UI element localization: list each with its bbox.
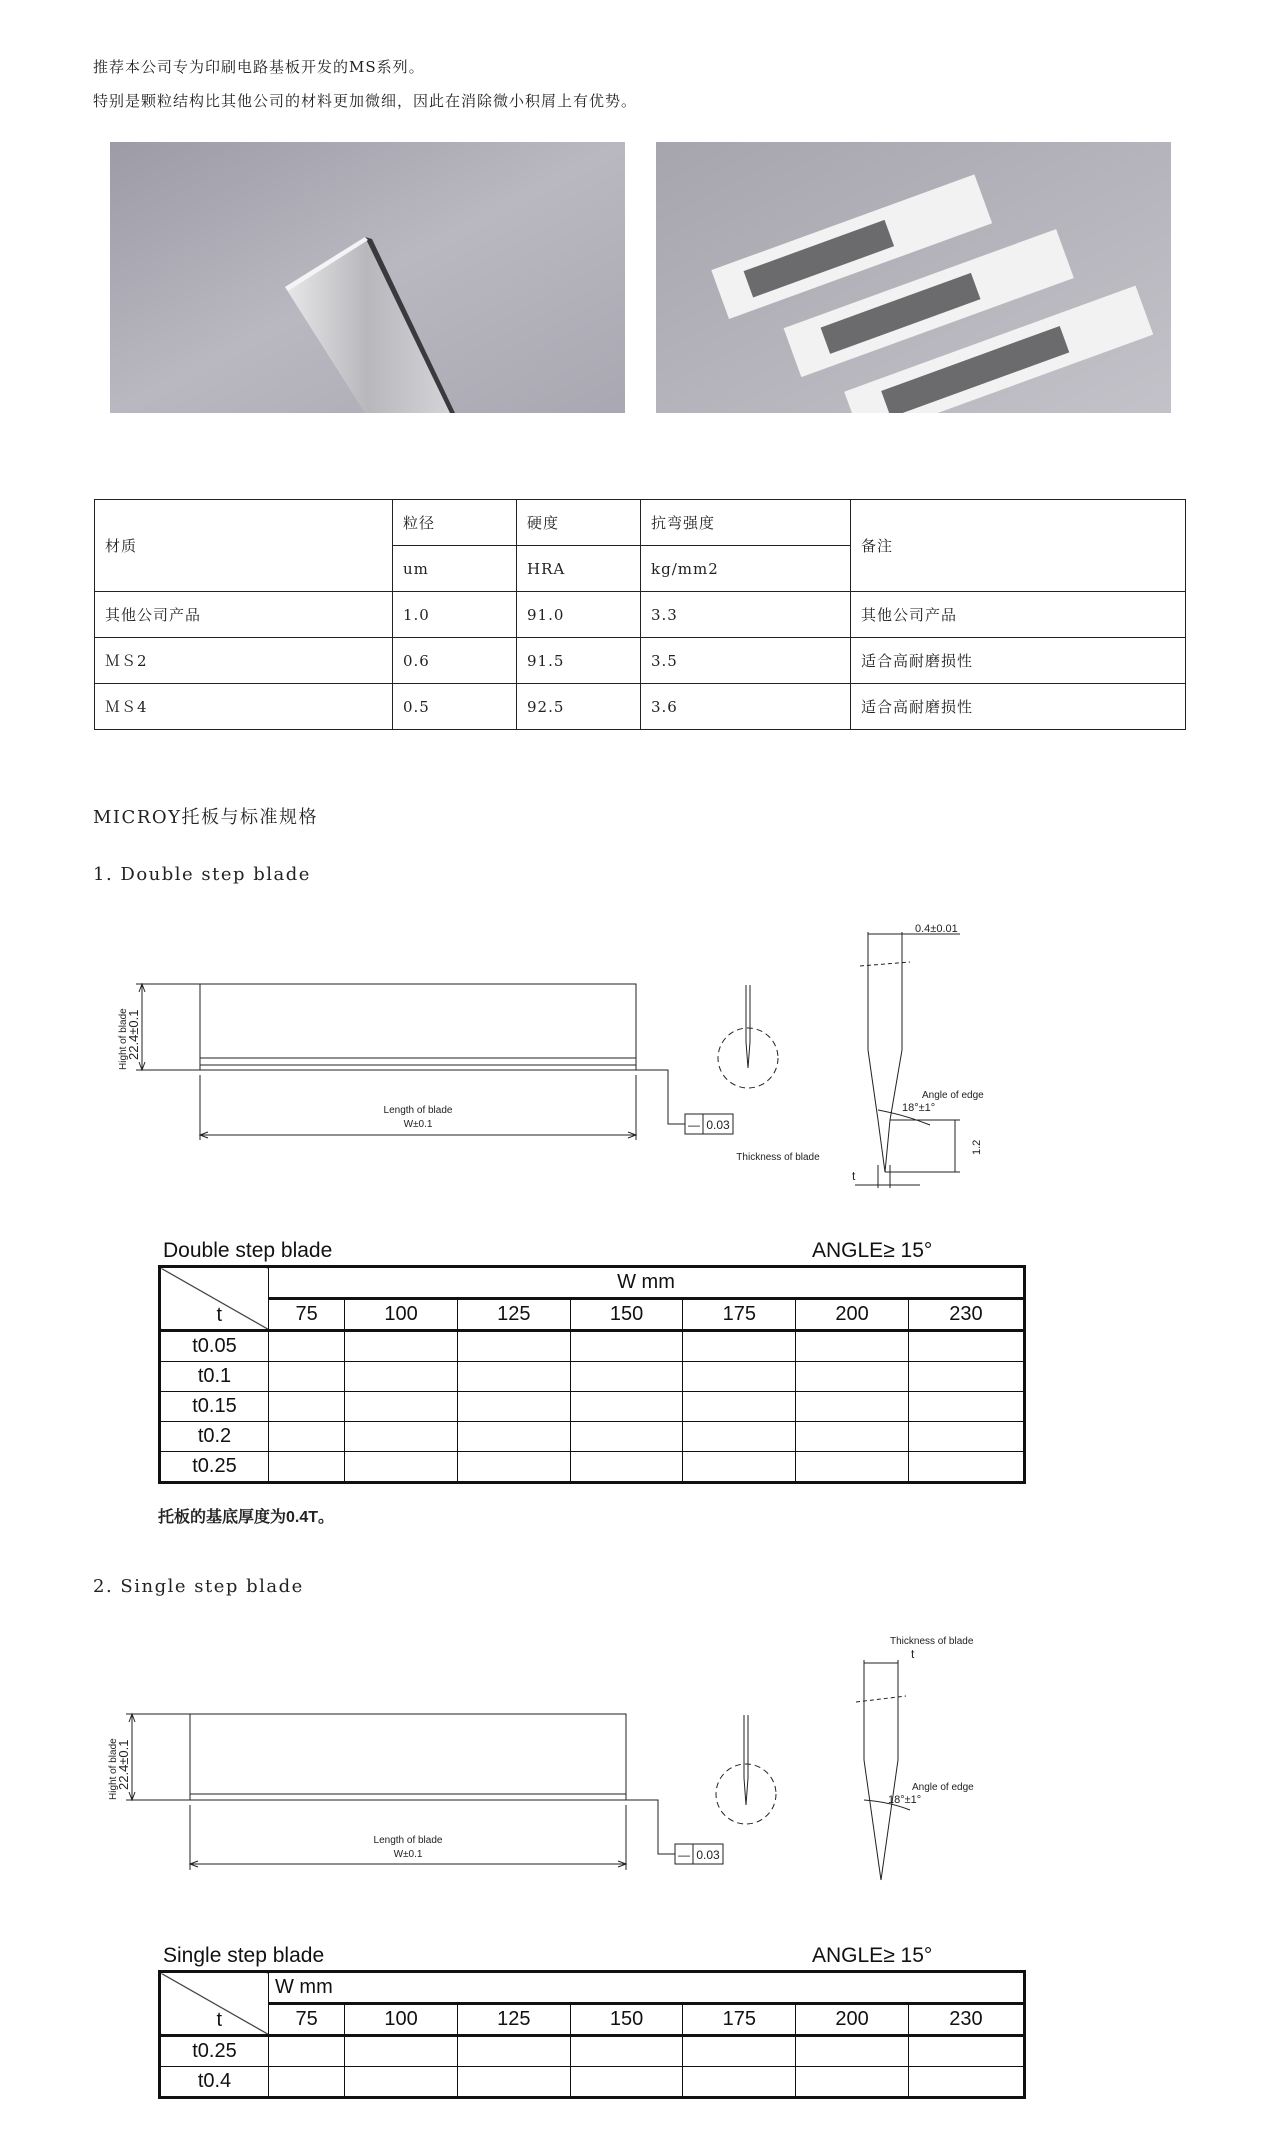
length-value: W±0.1 — [393, 1849, 423, 1860]
col-100: 100 — [345, 1299, 458, 1331]
table-row — [160, 1362, 1025, 1392]
intro-line-1: 推荐本公司专为印刷电路基板开发的MS系列。 — [93, 58, 425, 76]
base-thickness-note: 托板的基底厚度为0.4T。 — [158, 1509, 335, 1526]
cell-strength: 3.3 — [641, 592, 851, 638]
col-125: 125 — [457, 1299, 570, 1331]
row-label: t0.4 — [160, 2067, 269, 2098]
height-value: 22.4±0.1 — [116, 1739, 131, 1790]
row-label: t0.1 — [160, 1362, 269, 1392]
angle-label: Angle of edge — [922, 1090, 984, 1101]
col-200: 200 — [796, 2004, 909, 2036]
blade-sample-cards-photo — [656, 142, 1171, 413]
col-125: 125 — [457, 2004, 570, 2036]
cell-grain: 0.6 — [393, 638, 517, 684]
col-175: 175 — [683, 2004, 796, 2036]
thickness-symbol: t — [911, 1647, 915, 1661]
table-row — [160, 1452, 1025, 1483]
corner-t-cell — [160, 1972, 269, 2036]
col-100: 100 — [345, 2004, 458, 2036]
table-row — [160, 2067, 1025, 2098]
flatness-symbol: — — [678, 1848, 690, 1862]
header-strength: 抗弯强度 — [641, 500, 851, 546]
header-grain: 粒径 — [393, 500, 517, 546]
table-row — [160, 1331, 1025, 1362]
unit-grain: um — [393, 546, 517, 592]
flatness-symbol: — — [688, 1118, 700, 1132]
row-label: t0.05 — [160, 1331, 269, 1362]
col-75: 75 — [269, 2004, 345, 2036]
corner-t-cell — [160, 1267, 269, 1331]
t-header: t — [216, 1304, 222, 1326]
row-label: t0.2 — [160, 1422, 269, 1452]
table-row — [160, 2036, 1025, 2067]
w-header: W mm — [269, 1972, 1025, 2004]
double-table-title: Double step blade — [163, 1239, 333, 1262]
material-spec-table — [94, 499, 1186, 730]
table-row — [95, 684, 1186, 730]
cell-material: 其他公司产品 — [95, 592, 393, 638]
header-hardness: 硬度 — [517, 500, 641, 546]
cell-note: 其他公司产品 — [851, 592, 1186, 638]
length-label: Length of blade — [383, 1105, 453, 1116]
col-150: 150 — [570, 1299, 683, 1331]
col-200: 200 — [796, 1299, 909, 1331]
row-label: t0.15 — [160, 1392, 269, 1422]
single-step-heading: 2. Single step blade — [93, 1576, 304, 1597]
thickness-symbol: t — [852, 1169, 856, 1183]
cell-grain: 1.0 — [393, 592, 517, 638]
single-table-title: Single step blade — [163, 1944, 325, 1967]
cell-strength: 3.5 — [641, 638, 851, 684]
header-note: 备注 — [851, 500, 1186, 592]
cell-grain: 0.5 — [393, 684, 517, 730]
height-label: Hight of blade — [108, 1738, 119, 1800]
col-230: 230 — [908, 2004, 1024, 2036]
double-step-size-table — [158, 1265, 1026, 1484]
step-dim: 1.2 — [971, 1139, 983, 1155]
height-label: Hight of blade — [118, 1008, 129, 1070]
intro-text — [93, 50, 637, 118]
angle-value: 18°±1° — [888, 1794, 922, 1806]
table-row — [160, 1422, 1025, 1452]
unit-hardness: HRA — [517, 546, 641, 592]
section-title: MICROY托板与标准规格 — [93, 807, 319, 828]
unit-strength: kg/mm2 — [641, 546, 851, 592]
intro-line-2: 特别是颗粒结构比其他公司的材料更加微细，因此在消除微小积屑上有优势。 — [93, 92, 638, 110]
cell-note: 适合高耐磨损性 — [851, 684, 1186, 730]
flatness-value: 0.03 — [706, 1118, 730, 1132]
col-75: 75 — [269, 1299, 345, 1331]
row-label: t0.25 — [160, 2036, 269, 2067]
t-header: t — [216, 2009, 222, 2031]
height-value: 22.4±0.1 — [126, 1009, 141, 1060]
length-label: Length of blade — [373, 1835, 443, 1846]
double-step-heading: 1. Double step blade — [93, 864, 311, 885]
table-row — [160, 1392, 1025, 1422]
table-row — [95, 592, 1186, 638]
double-table-angle: ANGLE≥ 15° — [812, 1239, 933, 1262]
length-value: W±0.1 — [403, 1119, 433, 1130]
steel-blade-photo — [110, 142, 625, 413]
cell-hardness: 91.5 — [517, 638, 641, 684]
top-dim: 0.4±0.01 — [915, 923, 958, 935]
thickness-label: Thickness of blade — [890, 1636, 974, 1647]
cell-hardness: 91.0 — [517, 592, 641, 638]
cell-material: ＭＳ4 — [95, 684, 393, 730]
table-row — [95, 638, 1186, 684]
angle-value: 18°±1° — [902, 1102, 936, 1114]
col-150: 150 — [570, 2004, 683, 2036]
thickness-label: Thickness of blade — [736, 1152, 820, 1163]
header-material: 材质 — [95, 500, 393, 592]
flatness-value: 0.03 — [696, 1848, 720, 1862]
row-label: t0.25 — [160, 1452, 269, 1483]
single-step-blade-drawing — [100, 1630, 1020, 1910]
angle-label: Angle of edge — [912, 1782, 974, 1793]
cell-note: 适合高耐磨损性 — [851, 638, 1186, 684]
cell-material: ＭＳ2 — [95, 638, 393, 684]
cell-hardness: 92.5 — [517, 684, 641, 730]
double-step-blade-drawing — [110, 910, 1030, 1190]
single-table-angle: ANGLE≥ 15° — [812, 1944, 933, 1967]
single-step-size-table — [158, 1970, 1026, 2099]
cell-strength: 3.6 — [641, 684, 851, 730]
w-header: W mm — [269, 1267, 1025, 1299]
col-175: 175 — [683, 1299, 796, 1331]
col-230: 230 — [908, 1299, 1024, 1331]
